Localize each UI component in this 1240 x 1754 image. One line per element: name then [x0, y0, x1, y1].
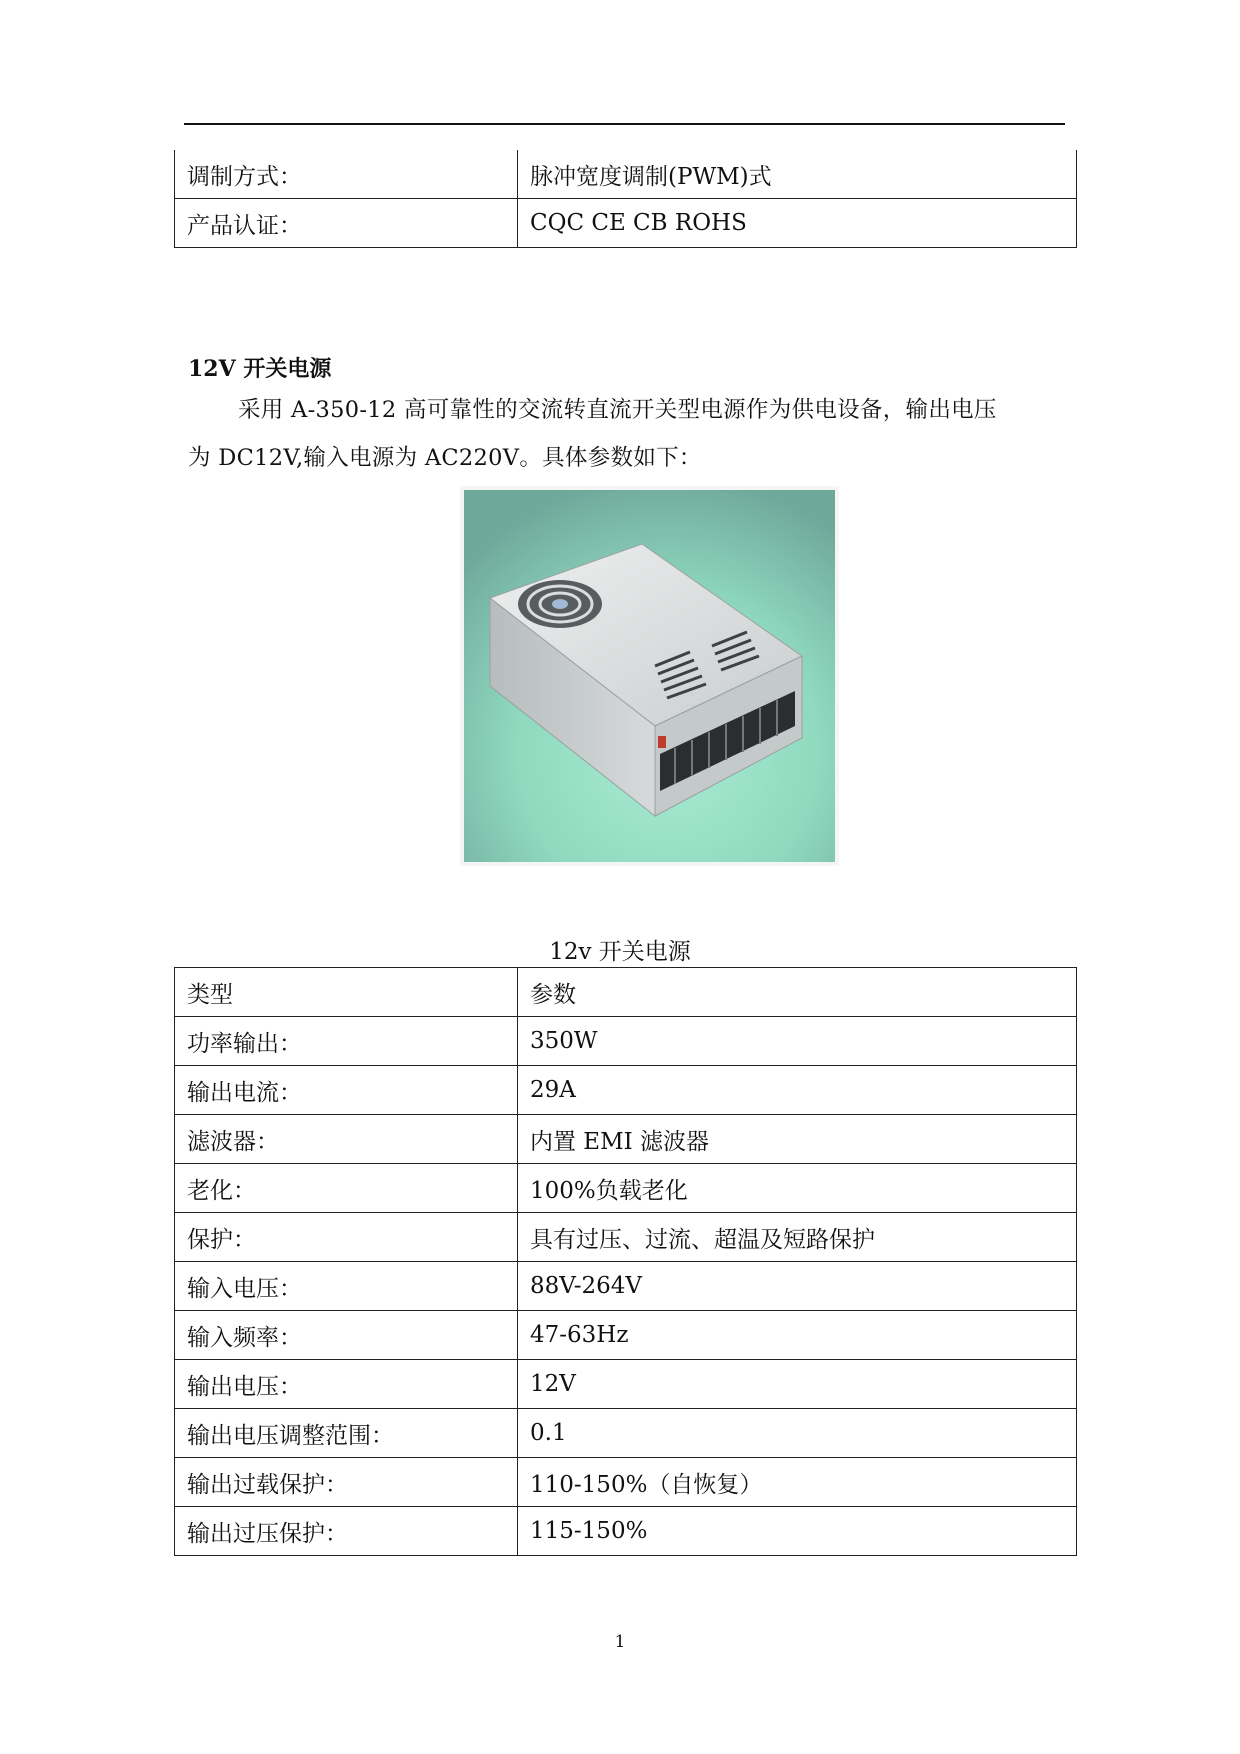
row-value: 具有过压、过流、超温及短路保护	[518, 1213, 1077, 1262]
row-value: 0.1	[518, 1409, 1077, 1458]
intro-line-1: 采用 A-350-12 高可靠性的交流转直流开关型电源作为供电设备，输出电压	[238, 397, 997, 423]
row-label: 输出电压：	[175, 1360, 518, 1409]
top-spec-table	[174, 150, 1077, 248]
table-row	[175, 1115, 1077, 1164]
power-supply-photo	[460, 486, 839, 866]
table-caption: 12v 开关电源	[549, 939, 691, 965]
table-row	[175, 1507, 1077, 1556]
row-label: 老化：	[175, 1164, 518, 1213]
row-value: 47-63Hz	[518, 1311, 1077, 1360]
power-supply-spec-table	[174, 967, 1077, 1556]
section-heading: 12V 开关电源	[188, 356, 332, 382]
row-value: 29A	[518, 1066, 1077, 1115]
row-value: 88V-264V	[518, 1262, 1077, 1311]
row-label: 输出过压保护：	[175, 1507, 518, 1556]
table-row	[175, 1262, 1077, 1311]
table-row	[175, 1360, 1077, 1409]
row-value: 350W	[518, 1017, 1077, 1066]
row-label: 输入频率：	[175, 1311, 518, 1360]
table-row	[175, 1458, 1077, 1507]
table-row	[175, 150, 1077, 199]
row-label: 滤波器：	[175, 1115, 518, 1164]
row-value: 脉冲宽度调制(PWM)式	[518, 150, 1077, 199]
row-value: 12V	[518, 1360, 1077, 1409]
row-label: 保护：	[175, 1213, 518, 1262]
table-row	[175, 1409, 1077, 1458]
row-label: 输出过载保护：	[175, 1458, 518, 1507]
table-row	[175, 1164, 1077, 1213]
power-supply-illustration	[460, 486, 839, 866]
table-row	[175, 199, 1077, 248]
header-type: 类型	[175, 968, 518, 1017]
table-row	[175, 1066, 1077, 1115]
intro-paragraph	[188, 386, 1068, 482]
table-row	[175, 1213, 1077, 1262]
row-label: 输出电流：	[175, 1066, 518, 1115]
header-param: 参数	[518, 968, 1077, 1017]
header-rule	[184, 123, 1065, 125]
row-label: 调制方式：	[175, 150, 518, 199]
table-header-row	[175, 968, 1077, 1017]
intro-line-2: 为 DC12V,输入电源为 AC220V。具体参数如下：	[188, 445, 702, 471]
fan-grille	[518, 580, 602, 628]
table-row	[175, 1311, 1077, 1360]
page-number: 1	[614, 1632, 626, 1652]
row-label: 输出电压调整范围：	[175, 1409, 518, 1458]
row-label: 功率输出：	[175, 1017, 518, 1066]
row-value: CQC CE CB ROHS	[518, 199, 1077, 248]
row-value: 110-150%（自恢复）	[518, 1458, 1077, 1507]
row-label: 产品认证：	[175, 199, 518, 248]
row-label: 输入电压：	[175, 1262, 518, 1311]
row-value: 115-150%	[518, 1507, 1077, 1556]
row-value: 100%负载老化	[518, 1164, 1077, 1213]
table-row	[175, 1017, 1077, 1066]
row-value: 内置 EMI 滤波器	[518, 1115, 1077, 1164]
